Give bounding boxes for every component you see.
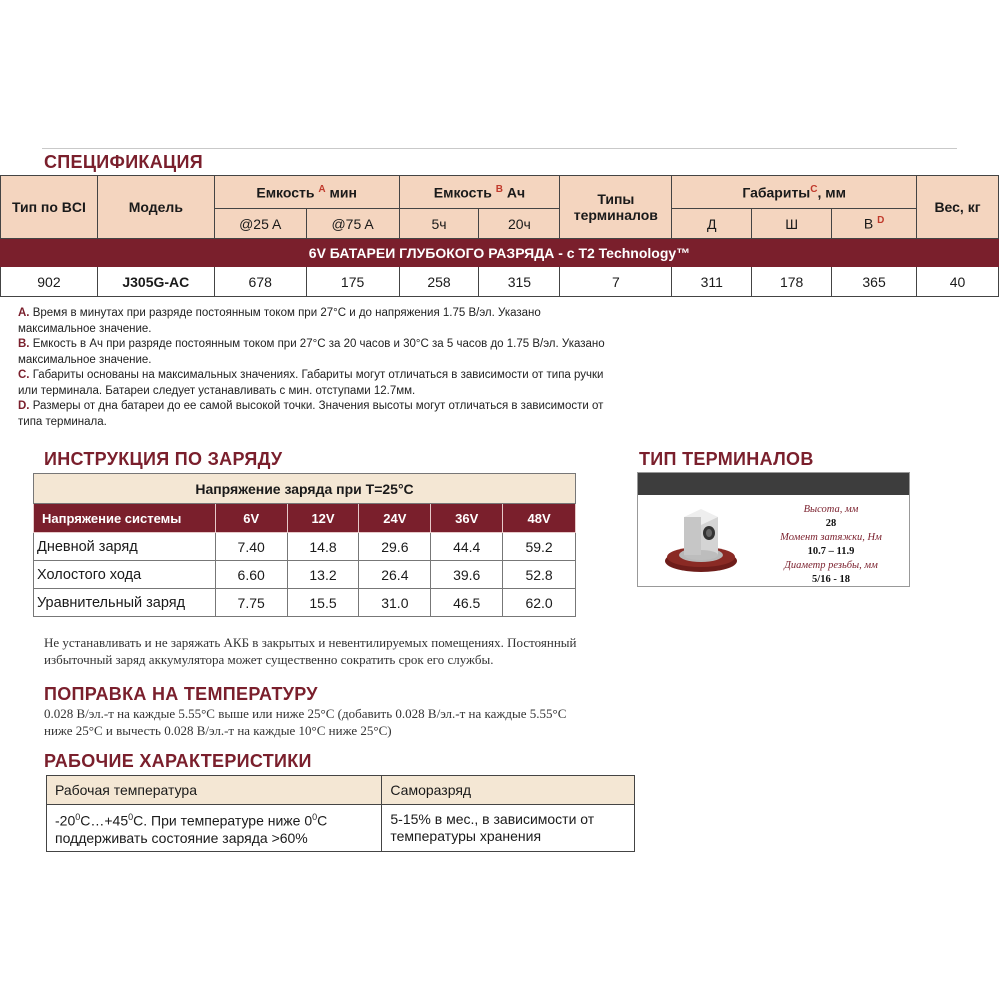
thread-value: 5/16 - 18 xyxy=(812,574,850,585)
cell-d: 311 xyxy=(672,267,752,297)
table-cell: 6.60 xyxy=(215,561,287,589)
cell-h5: 258 xyxy=(399,267,479,297)
note-mark-c: C xyxy=(810,183,818,195)
sub-d: Д xyxy=(672,209,752,239)
sub-h5: 5ч xyxy=(399,209,479,239)
cell-a75: 175 xyxy=(306,267,399,297)
sub-h-label: В xyxy=(863,215,874,232)
table-cell: 7.40 xyxy=(215,533,287,561)
torque-value: 10.7 – 11.9 xyxy=(807,546,855,557)
hdr-bci: Тип по BCI xyxy=(1,176,98,239)
hdr-cap-min-label: Емкость xyxy=(256,184,315,201)
hdr-cap-ah-label: Емкость xyxy=(433,184,492,201)
table-row xyxy=(34,589,576,617)
footnote-text: Время в минутах при разряде постоянным током при 27°C и до напряжения 1.75 В/эл. Указано максимальное значение. xyxy=(18,307,541,335)
table-cell: 15.5 xyxy=(287,589,359,617)
cell-bci: 902 xyxy=(1,267,98,297)
table-cell: 13.2 xyxy=(287,561,359,589)
table-cell: 62.0 xyxy=(503,589,576,617)
terminal-card-bar xyxy=(638,473,909,495)
degree-mark: 0 xyxy=(312,812,318,823)
terminal-title: ТИП ТЕРМИНАЛОВ xyxy=(639,449,814,469)
cell-w: 178 xyxy=(752,267,832,297)
temperature-title: ПОПРАВКА НА ТЕМПЕРАТУРУ xyxy=(44,684,318,704)
table-cell: 29.6 xyxy=(359,533,431,561)
note-mark-b: B xyxy=(495,183,504,195)
sub-a25: @25 A xyxy=(214,209,306,239)
thread-label: Диаметр резьбы, мм xyxy=(784,560,878,571)
height-label: Высота, мм xyxy=(803,504,859,515)
series-band: 6V БАТАРЕИ ГЛУБОКОГО РАЗРЯДА - с T2 Technology™ xyxy=(1,239,999,267)
footnote-letter: C. xyxy=(18,369,30,381)
table-cell: 7.75 xyxy=(215,589,287,617)
system-voltage-header: Напряжение системы xyxy=(34,504,216,533)
footnote-text: Габариты основаны на максимальных значениях. Габариты могут отличаться в зависимости от типа ручки или терминала. Батареи следует устанавливать с мин. отступами 12.7мм. xyxy=(18,369,604,397)
temperature-line: 0.028 В/эл.-т на каждые 5.55°C выше или ниже 25°C (добавить 0.028 В/эл.-т на каждые 5.55°C xyxy=(44,706,567,721)
cell-h20: 315 xyxy=(479,267,560,297)
charging-caption: Напряжение заряда при T=25°C xyxy=(34,474,576,504)
degree-mark: 0 xyxy=(128,812,134,823)
voltage-col-header: 36V xyxy=(431,504,503,533)
voltage-col-header: 24V xyxy=(359,504,431,533)
op-sd-line2: температуры хранения xyxy=(390,828,542,844)
cell-model: J305G-AC xyxy=(97,267,214,297)
voltage-col-header: 48V xyxy=(503,504,576,533)
footnotes xyxy=(18,306,618,430)
table-cell: 46.5 xyxy=(431,589,503,617)
hdr-dims-label: Габариты xyxy=(742,184,811,201)
terminal-card xyxy=(637,472,910,587)
hdr-cap-ah-unit: Ач xyxy=(506,184,526,201)
table-cell: 59.2 xyxy=(503,533,576,561)
op-selfdischarge-header: Саморазряд xyxy=(382,776,635,805)
spec-title: СПЕЦИФИКАЦИЯ xyxy=(44,152,203,172)
cell-h: 365 xyxy=(832,267,917,297)
sub-w: Ш xyxy=(752,209,832,239)
footnote-b xyxy=(18,337,618,368)
text-run: C…+45 xyxy=(80,812,129,829)
text-run: -20 xyxy=(55,812,76,829)
table-cell: 39.6 xyxy=(431,561,503,589)
footnote-d xyxy=(18,399,618,430)
warning-line: Не устанавливать и не заряжать АКБ в закрытых и невентилируемых помещениях. Постоянный xyxy=(44,635,577,650)
cell-terminal: 7 xyxy=(560,267,672,297)
table-cell: 52.8 xyxy=(503,561,576,589)
spec-table xyxy=(0,175,999,297)
text-run: C xyxy=(317,812,328,829)
row-label: Уравнительный заряд xyxy=(34,589,216,617)
terminal-post-icon xyxy=(656,499,746,579)
sub-h20: 20ч xyxy=(479,209,560,239)
table-row xyxy=(34,561,576,589)
hdr-cap-min xyxy=(214,176,399,209)
footnote-c xyxy=(18,368,618,399)
table-cell: 31.0 xyxy=(359,589,431,617)
row-label: Дневной заряд xyxy=(34,533,216,561)
warning-line: избыточный заряд аккумулятора может существенно сократить срок его службы. xyxy=(44,652,494,667)
row-label: Холостого хода xyxy=(34,561,216,589)
note-mark-d: D xyxy=(877,215,885,227)
charging-table xyxy=(33,473,576,617)
hdr-dims xyxy=(672,176,917,209)
op-temp-header: Рабочая температура xyxy=(47,776,382,805)
footnote-a xyxy=(18,306,618,337)
table-row xyxy=(34,533,576,561)
operating-table xyxy=(46,775,635,852)
cell-a25: 678 xyxy=(214,267,306,297)
sub-a75: @75 A xyxy=(306,209,399,239)
voltage-col-header: 6V xyxy=(215,504,287,533)
sub-h xyxy=(832,209,917,239)
text-run: C. При температуре ниже 0 xyxy=(133,812,313,829)
hdr-dims-unit: , мм xyxy=(817,184,846,201)
table-cell: 14.8 xyxy=(287,533,359,561)
hdr-model: Модель xyxy=(97,176,214,239)
footnote-letter: A. xyxy=(18,307,30,319)
height-value: 28 xyxy=(825,518,837,529)
table-row xyxy=(1,267,999,297)
table-cell: 26.4 xyxy=(359,561,431,589)
degree-mark: 0 xyxy=(75,812,81,823)
torque-label: Момент затяжки, Нм xyxy=(780,532,882,543)
op-sd-line1: 5-15% в мес., в зависимости от xyxy=(390,811,595,827)
footnote-letter: B. xyxy=(18,338,30,350)
hdr-cap-ah xyxy=(399,176,560,209)
note-mark-a: A xyxy=(318,183,326,195)
footnote-letter: D. xyxy=(18,400,30,412)
terminal-specs xyxy=(756,503,906,587)
op-selfdischarge-value xyxy=(382,805,635,852)
hdr-cap-min-unit: мин xyxy=(329,184,357,201)
op-temp-line2: поддерживать состояние заряда >60% xyxy=(55,829,308,846)
footnote-text: Размеры от дна батареи до ее самой высокой точки. Значения высоты могут отличаться в зависимости от типа терминала. xyxy=(18,400,604,428)
charging-title: ИНСТРУКЦИЯ ПО ЗАРЯДУ xyxy=(44,449,283,469)
op-temp-value xyxy=(47,805,382,852)
hdr-terminals: Типы терминалов xyxy=(560,176,672,239)
hdr-weight: Вес, кг xyxy=(917,176,999,239)
voltage-col-header: 12V xyxy=(287,504,359,533)
op-temp-line1 xyxy=(55,809,381,830)
top-rule xyxy=(42,148,957,149)
charging-warning xyxy=(44,634,624,668)
operating-title: РАБОЧИЕ ХАРАКТЕРИСТИКИ xyxy=(44,751,312,771)
cell-weight: 40 xyxy=(917,267,999,297)
footnote-text: Емкость в Ач при разряде постоянным током при 27°C за 20 часов и 30°C за 5 часов до 1.75 В/эл. Указано максимальное значение. xyxy=(18,338,605,366)
table-cell: 44.4 xyxy=(431,533,503,561)
temperature-text xyxy=(44,705,624,739)
temperature-line: ниже 25°C и вычесть 0.028 В/эл.-т на каждые 10°C ниже 25°C) xyxy=(44,723,392,738)
